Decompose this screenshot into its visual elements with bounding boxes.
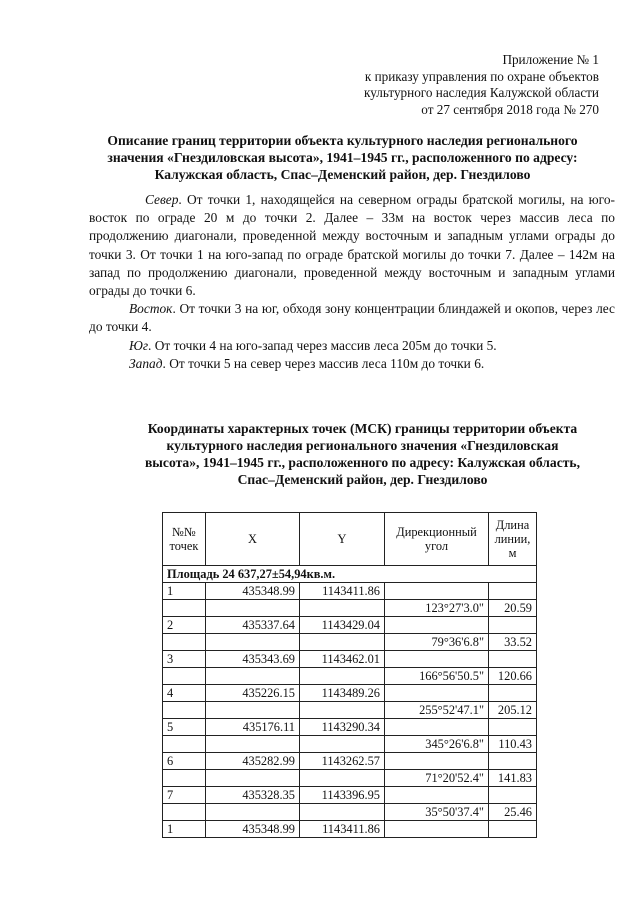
point-y-cell (300, 770, 385, 787)
south-label: Юг (129, 337, 149, 353)
point-number: 3 (163, 651, 206, 668)
point-number: 1 (163, 583, 206, 600)
point-x-cell (206, 600, 300, 617)
point-number-cell (163, 600, 206, 617)
header-x: X (206, 513, 300, 566)
header-length-line3: м (508, 546, 517, 560)
title1-line1: Описание границ территории объекта культурного наследия регионального (107, 133, 578, 148)
segment-angle: 123°27'3.0" (385, 600, 489, 617)
table-row (163, 753, 537, 770)
point-y-cell (300, 736, 385, 753)
header-length-line1: Длина (495, 518, 530, 532)
point-x-cell (206, 634, 300, 651)
table-row (163, 583, 537, 600)
point-y-cell (300, 804, 385, 821)
segment-angle: 166°56'50.5" (385, 668, 489, 685)
point-number: 4 (163, 685, 206, 702)
title2-line3: высота», 1941–1945 гг., расположенного по адресу: Калужская область, (144, 455, 581, 470)
point-x-cell (206, 702, 300, 719)
south-paragraph (89, 337, 615, 355)
table-row (163, 668, 537, 685)
point-number: 7 (163, 787, 206, 804)
annex-date-line: от 27 сентября 2018 года № 270 (421, 101, 599, 117)
table-row (163, 787, 537, 804)
boundary-description (89, 191, 615, 373)
boundary-description-title (70, 132, 615, 183)
length-cell (489, 583, 537, 600)
point-x: 435328.35 (206, 787, 300, 804)
point-x: 435176.11 (206, 719, 300, 736)
area-value: Площадь 24 637,27±54,94кв.м. (163, 566, 537, 583)
header-angle-line1: Дирекционный (396, 525, 477, 539)
segment-length: 120.66 (489, 668, 537, 685)
table-row (163, 600, 537, 617)
header-y: Y (300, 513, 385, 566)
north-label: Север (145, 192, 179, 207)
annex-header (259, 52, 599, 118)
point-y-cell (300, 702, 385, 719)
west-paragraph (89, 355, 615, 373)
point-y: 1143290.34 (300, 719, 385, 736)
length-cell (489, 685, 537, 702)
title2-line2: культурного наследия регионального значения «Гнездиловская (166, 438, 559, 453)
header-angle (385, 513, 489, 566)
point-x: 435348.99 (206, 583, 300, 600)
point-number-cell (163, 736, 206, 753)
header-point-number (163, 513, 206, 566)
length-cell (489, 651, 537, 668)
point-x: 435282.99 (206, 753, 300, 770)
angle-cell (385, 685, 489, 702)
segment-angle: 79°36'6.8" (385, 634, 489, 651)
point-x: 435348.99 (206, 821, 300, 838)
annex-order-line: к приказу управления по охране объектов (364, 68, 599, 84)
angle-cell (385, 753, 489, 770)
header-length-line2: линии, (494, 532, 531, 546)
point-x-cell (206, 736, 300, 753)
segment-length: 20.59 (489, 600, 537, 617)
point-y: 1143262.57 (300, 753, 385, 770)
angle-cell (385, 617, 489, 634)
point-y-cell (300, 668, 385, 685)
header-angle-line2: угол (424, 539, 449, 553)
title1-line2: значения «Гнездиловская высота», 1941–1945 гг., расположенного по адресу: (107, 150, 578, 165)
point-y: 1143429.04 (300, 617, 385, 634)
segment-angle: 71°20'52.4" (385, 770, 489, 787)
point-number-cell (163, 634, 206, 651)
table-row (163, 804, 537, 821)
point-y: 1143411.86 (300, 583, 385, 600)
table-row (163, 719, 537, 736)
table-row (163, 736, 537, 753)
annex-number: Приложение № 1 (502, 52, 599, 67)
north-paragraph (89, 191, 615, 300)
segment-length: 205.12 (489, 702, 537, 719)
table-row (163, 821, 537, 838)
point-number-cell (163, 702, 206, 719)
segment-length: 25.46 (489, 804, 537, 821)
angle-cell (385, 719, 489, 736)
point-x-cell (206, 770, 300, 787)
table-row (163, 634, 537, 651)
point-x-cell (206, 804, 300, 821)
angle-cell (385, 787, 489, 804)
title2-line1: Координаты характерных точек (МСК) границы территории объекта (147, 421, 578, 436)
point-y: 1143411.86 (300, 821, 385, 838)
west-label: Запад (129, 355, 163, 371)
segment-length: 33.52 (489, 634, 537, 651)
point-x-cell (206, 668, 300, 685)
table-row (163, 770, 537, 787)
angle-cell (385, 821, 489, 838)
north-text: . От точки 1, находящейся на северном ограды братской могилы, на юго-восток по ограде 20 м до точки 2. Далее – 33м на восток через массив леса по продолжению диагонали, проведенной между восточным и западным углами ограды до точки 3. От точки 1 на юго-запад по ограде братской могилы до точки 7. Далее – 142м на запад по продолжению диагонали, проведенной между восточным и западным углами ограды до точки 6. (89, 192, 615, 299)
table-header-row (163, 513, 537, 566)
east-text: . От точки 3 на юг, обходя зону концентрации блиндажей и окопов, через лес до точки 4. (89, 301, 615, 335)
table-row (163, 617, 537, 634)
length-cell (489, 617, 537, 634)
segment-length: 141.83 (489, 770, 537, 787)
point-number: 6 (163, 753, 206, 770)
table-row (163, 702, 537, 719)
west-text: . От точки 5 на север через массив леса 110м до точки 6. (162, 355, 485, 371)
point-y-cell (300, 634, 385, 651)
header-length (489, 513, 537, 566)
angle-cell (385, 583, 489, 600)
table-row (163, 685, 537, 702)
header-point-number-line2: точек (169, 539, 199, 553)
annex-authority-line: культурного наследия Калужской области (364, 85, 599, 100)
point-number: 5 (163, 719, 206, 736)
coordinates-title (110, 420, 615, 488)
east-label: Восток (129, 301, 173, 317)
segment-angle: 255°52'47.1" (385, 702, 489, 719)
point-number-cell (163, 668, 206, 685)
angle-cell (385, 651, 489, 668)
point-number-cell (163, 804, 206, 821)
segment-length: 110.43 (489, 736, 537, 753)
point-x: 435343.69 (206, 651, 300, 668)
length-cell (489, 753, 537, 770)
south-text: . От точки 4 на юго-запад через массив леса 205м до точки 5. (148, 337, 497, 353)
point-y: 1143489.26 (300, 685, 385, 702)
table-row (163, 651, 537, 668)
coordinates-table (162, 512, 537, 838)
length-cell (489, 787, 537, 804)
point-number-cell (163, 770, 206, 787)
point-y-cell (300, 600, 385, 617)
title2-line4: Спас–Деменский район, дер. Гнездилово (237, 472, 488, 487)
point-x: 435337.64 (206, 617, 300, 634)
point-y: 1143396.95 (300, 787, 385, 804)
header-point-number-line1: №№ (172, 525, 196, 539)
segment-angle: 345°26'6.8" (385, 736, 489, 753)
length-cell (489, 719, 537, 736)
point-number: 2 (163, 617, 206, 634)
length-cell (489, 821, 537, 838)
area-row (163, 566, 537, 583)
point-y: 1143462.01 (300, 651, 385, 668)
title1-line3: Калужская область, Спас–Деменский район, дер. Гнездилово (154, 167, 531, 182)
point-x: 435226.15 (206, 685, 300, 702)
point-number: 1 (163, 821, 206, 838)
segment-angle: 35°50'37.4" (385, 804, 489, 821)
east-paragraph (89, 300, 615, 336)
